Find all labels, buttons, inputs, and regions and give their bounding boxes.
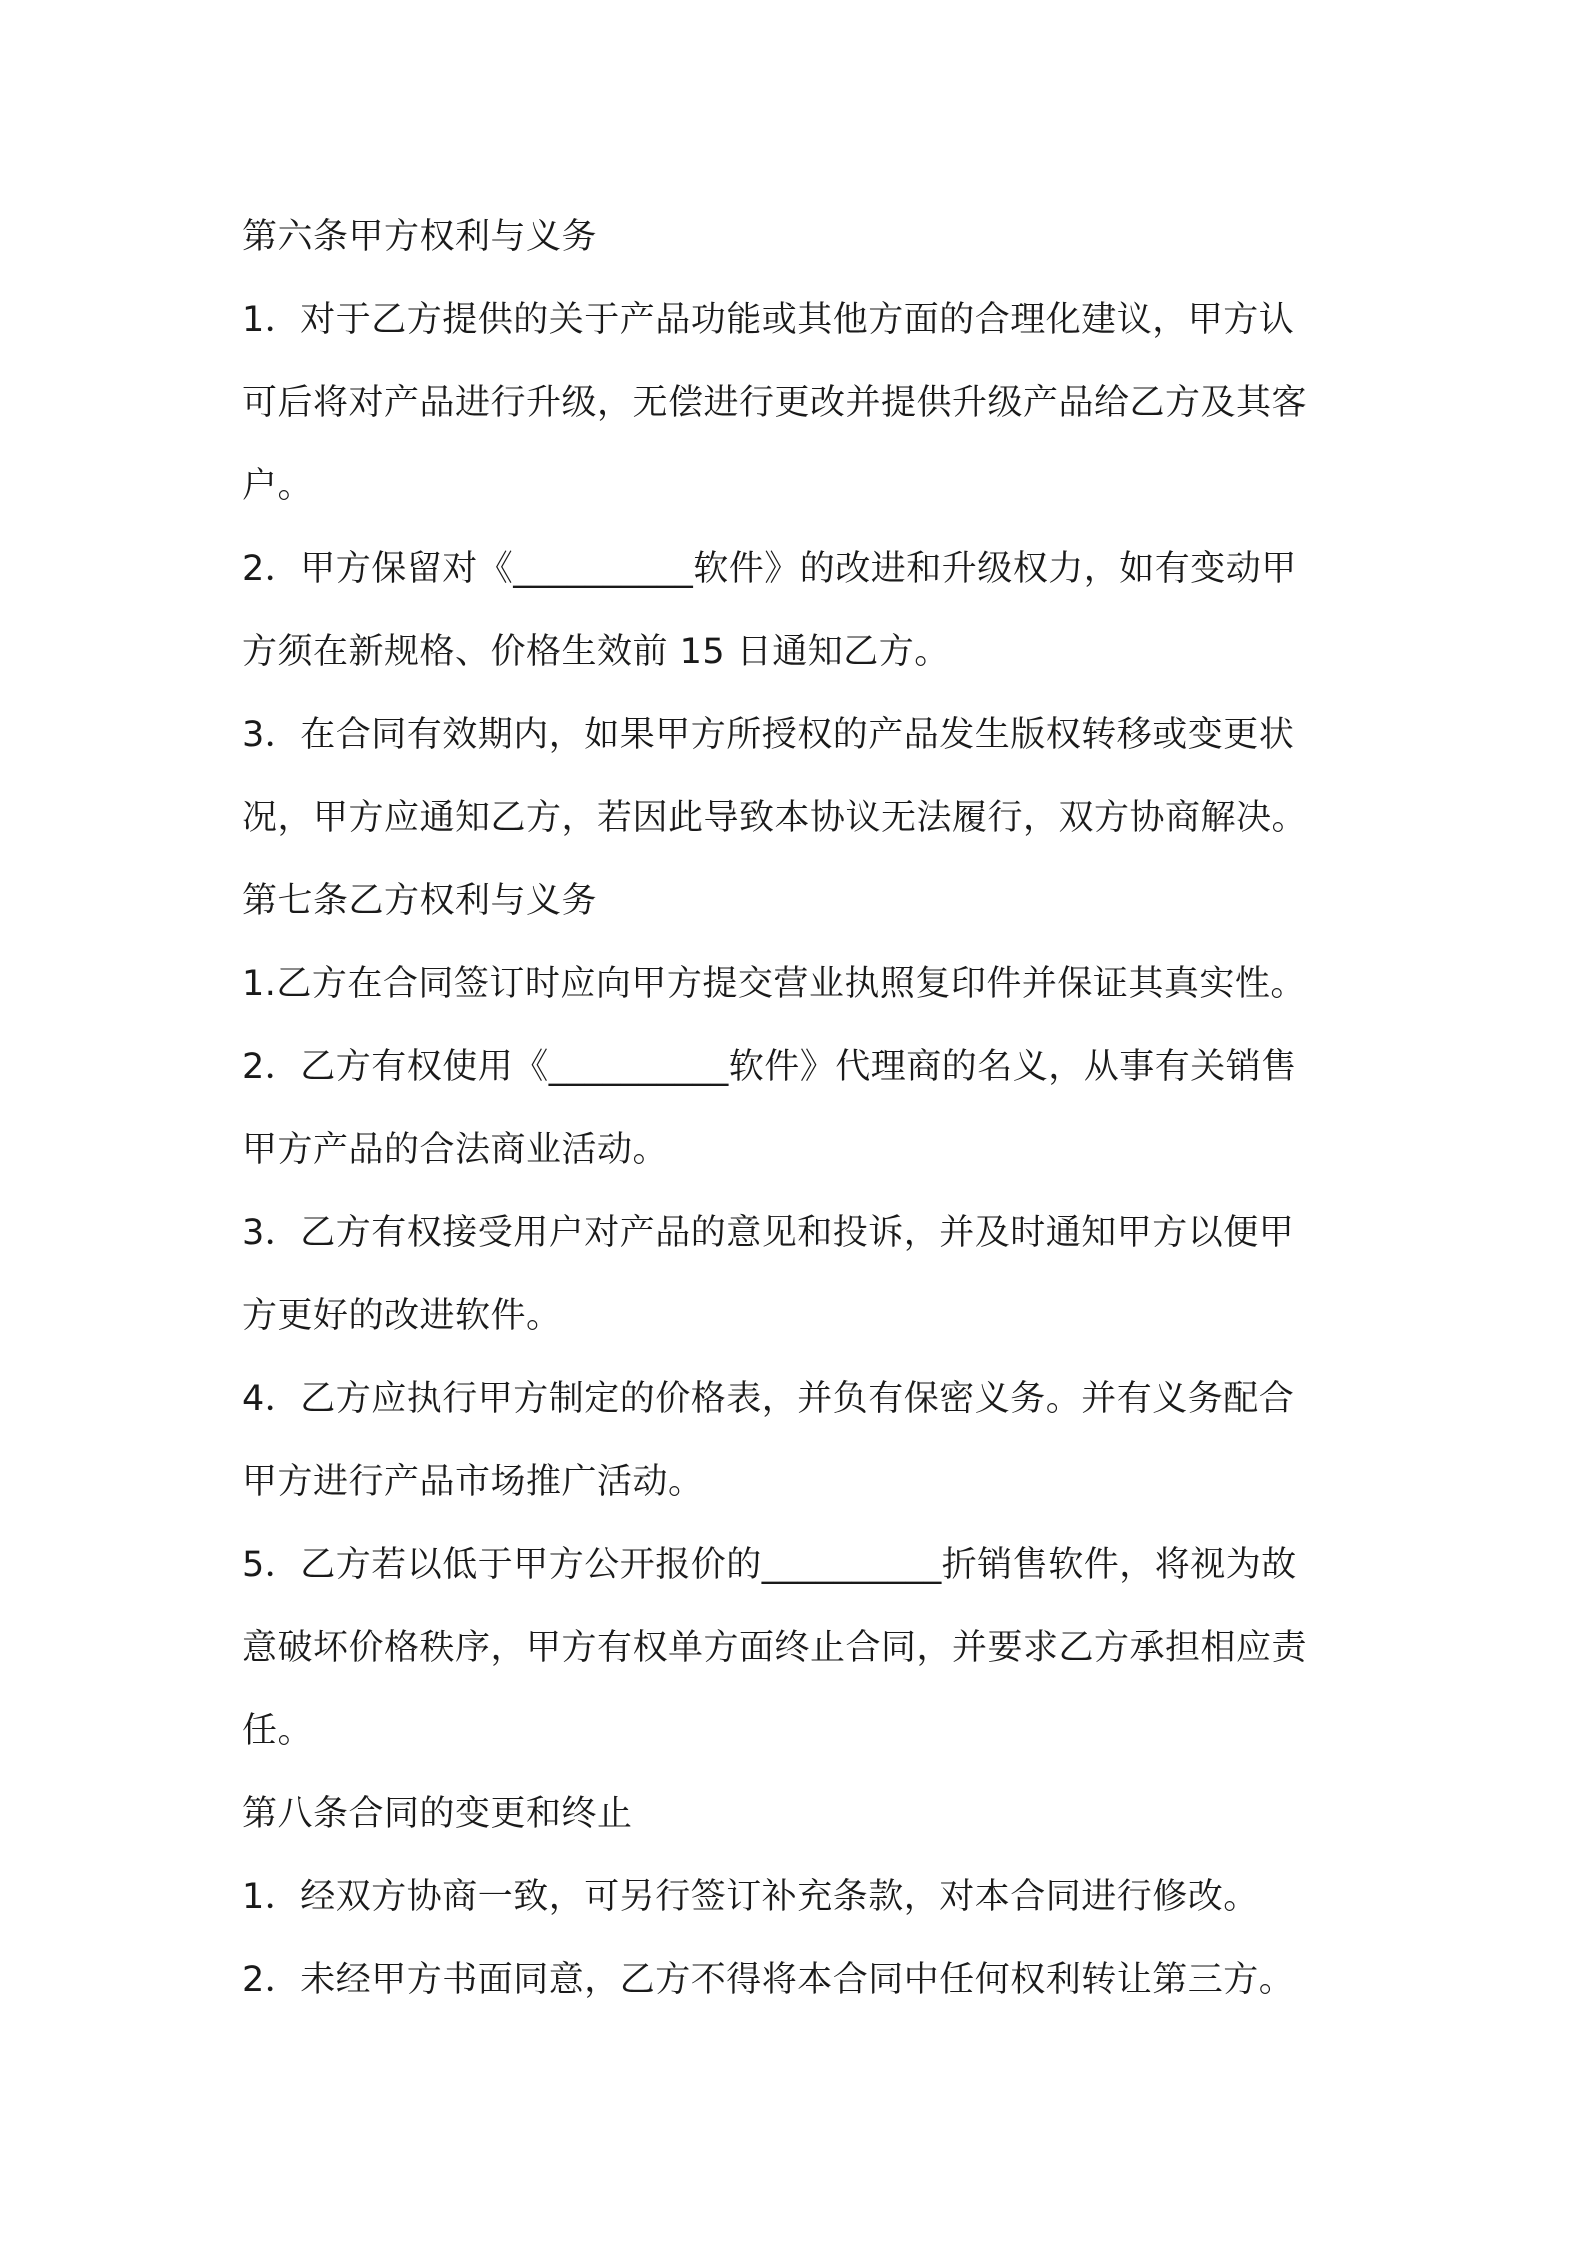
clause-6-1-line-1: 1．对于乙方提供的关于产品功能或其他方面的合理化建议，甲方认 <box>242 300 1295 340</box>
clause-7-4-line-2: 甲方进行产品市场推广活动。 <box>242 1462 704 1502</box>
section-heading-7: 第七条乙方权利与义务 <box>242 881 598 921</box>
clause-6-2-line-1: 2．甲方保留对《__________软件》的改进和升级权力，如有变动甲 <box>242 549 1297 589</box>
clause-6-3-line-1: 3．在合同有效期内，如果甲方所授权的产品发生版权转移或变更状 <box>242 715 1295 755</box>
clause-7-4-line-1: 4．乙方应执行甲方制定的价格表，并负有保密义务。并有义务配合 <box>242 1379 1295 1419</box>
clause-8-2-line-1: 2．未经甲方书面同意，乙方不得将本合同中任何权利转让第三方。 <box>242 1960 1295 2000</box>
clause-7-1-line-1: 1.乙方在合同签订时应向甲方提交营业执照复印件并保证其真实性。 <box>242 964 1306 1004</box>
section-heading-8: 第八条合同的变更和终止 <box>242 1794 633 1834</box>
document-page <box>242 196 1362 2022</box>
clause-7-5-line-2: 意破坏价格秩序，甲方有权单方面终止合同，并要求乙方承担相应责 <box>242 1628 1308 1668</box>
clause-8-1-line-1: 1．经双方协商一致，可另行签订补充条款，对本合同进行修改。 <box>242 1877 1259 1917</box>
clause-6-1-line-2: 可后将对产品进行升级，无偿进行更改并提供升级产品给乙方及其客 <box>242 383 1308 423</box>
clause-7-5-line-1: 5．乙方若以低于甲方公开报价的__________折销售软件，将视为故 <box>242 1545 1297 1585</box>
clause-6-2-line-2: 方须在新规格、价格生效前 15 日通知乙方。 <box>242 632 950 672</box>
clause-6-1-line-3: 户。 <box>242 466 314 506</box>
clause-7-2-line-1: 2．乙方有权使用《__________软件》代理商的名义，从事有关销售 <box>242 1047 1297 1087</box>
clause-6-3-line-2: 况，甲方应通知乙方，若因此导致本协议无法履行，双方协商解决。 <box>242 798 1308 838</box>
clause-7-2-line-2: 甲方产品的合法商业活动。 <box>242 1130 669 1170</box>
section-heading-6: 第六条甲方权利与义务 <box>242 217 598 257</box>
clause-7-5-line-3: 任。 <box>242 1711 314 1751</box>
clause-7-3-line-2: 方更好的改进软件。 <box>242 1296 562 1336</box>
clause-7-3-line-1: 3．乙方有权接受用户对产品的意见和投诉，并及时通知甲方以便甲 <box>242 1213 1295 1253</box>
